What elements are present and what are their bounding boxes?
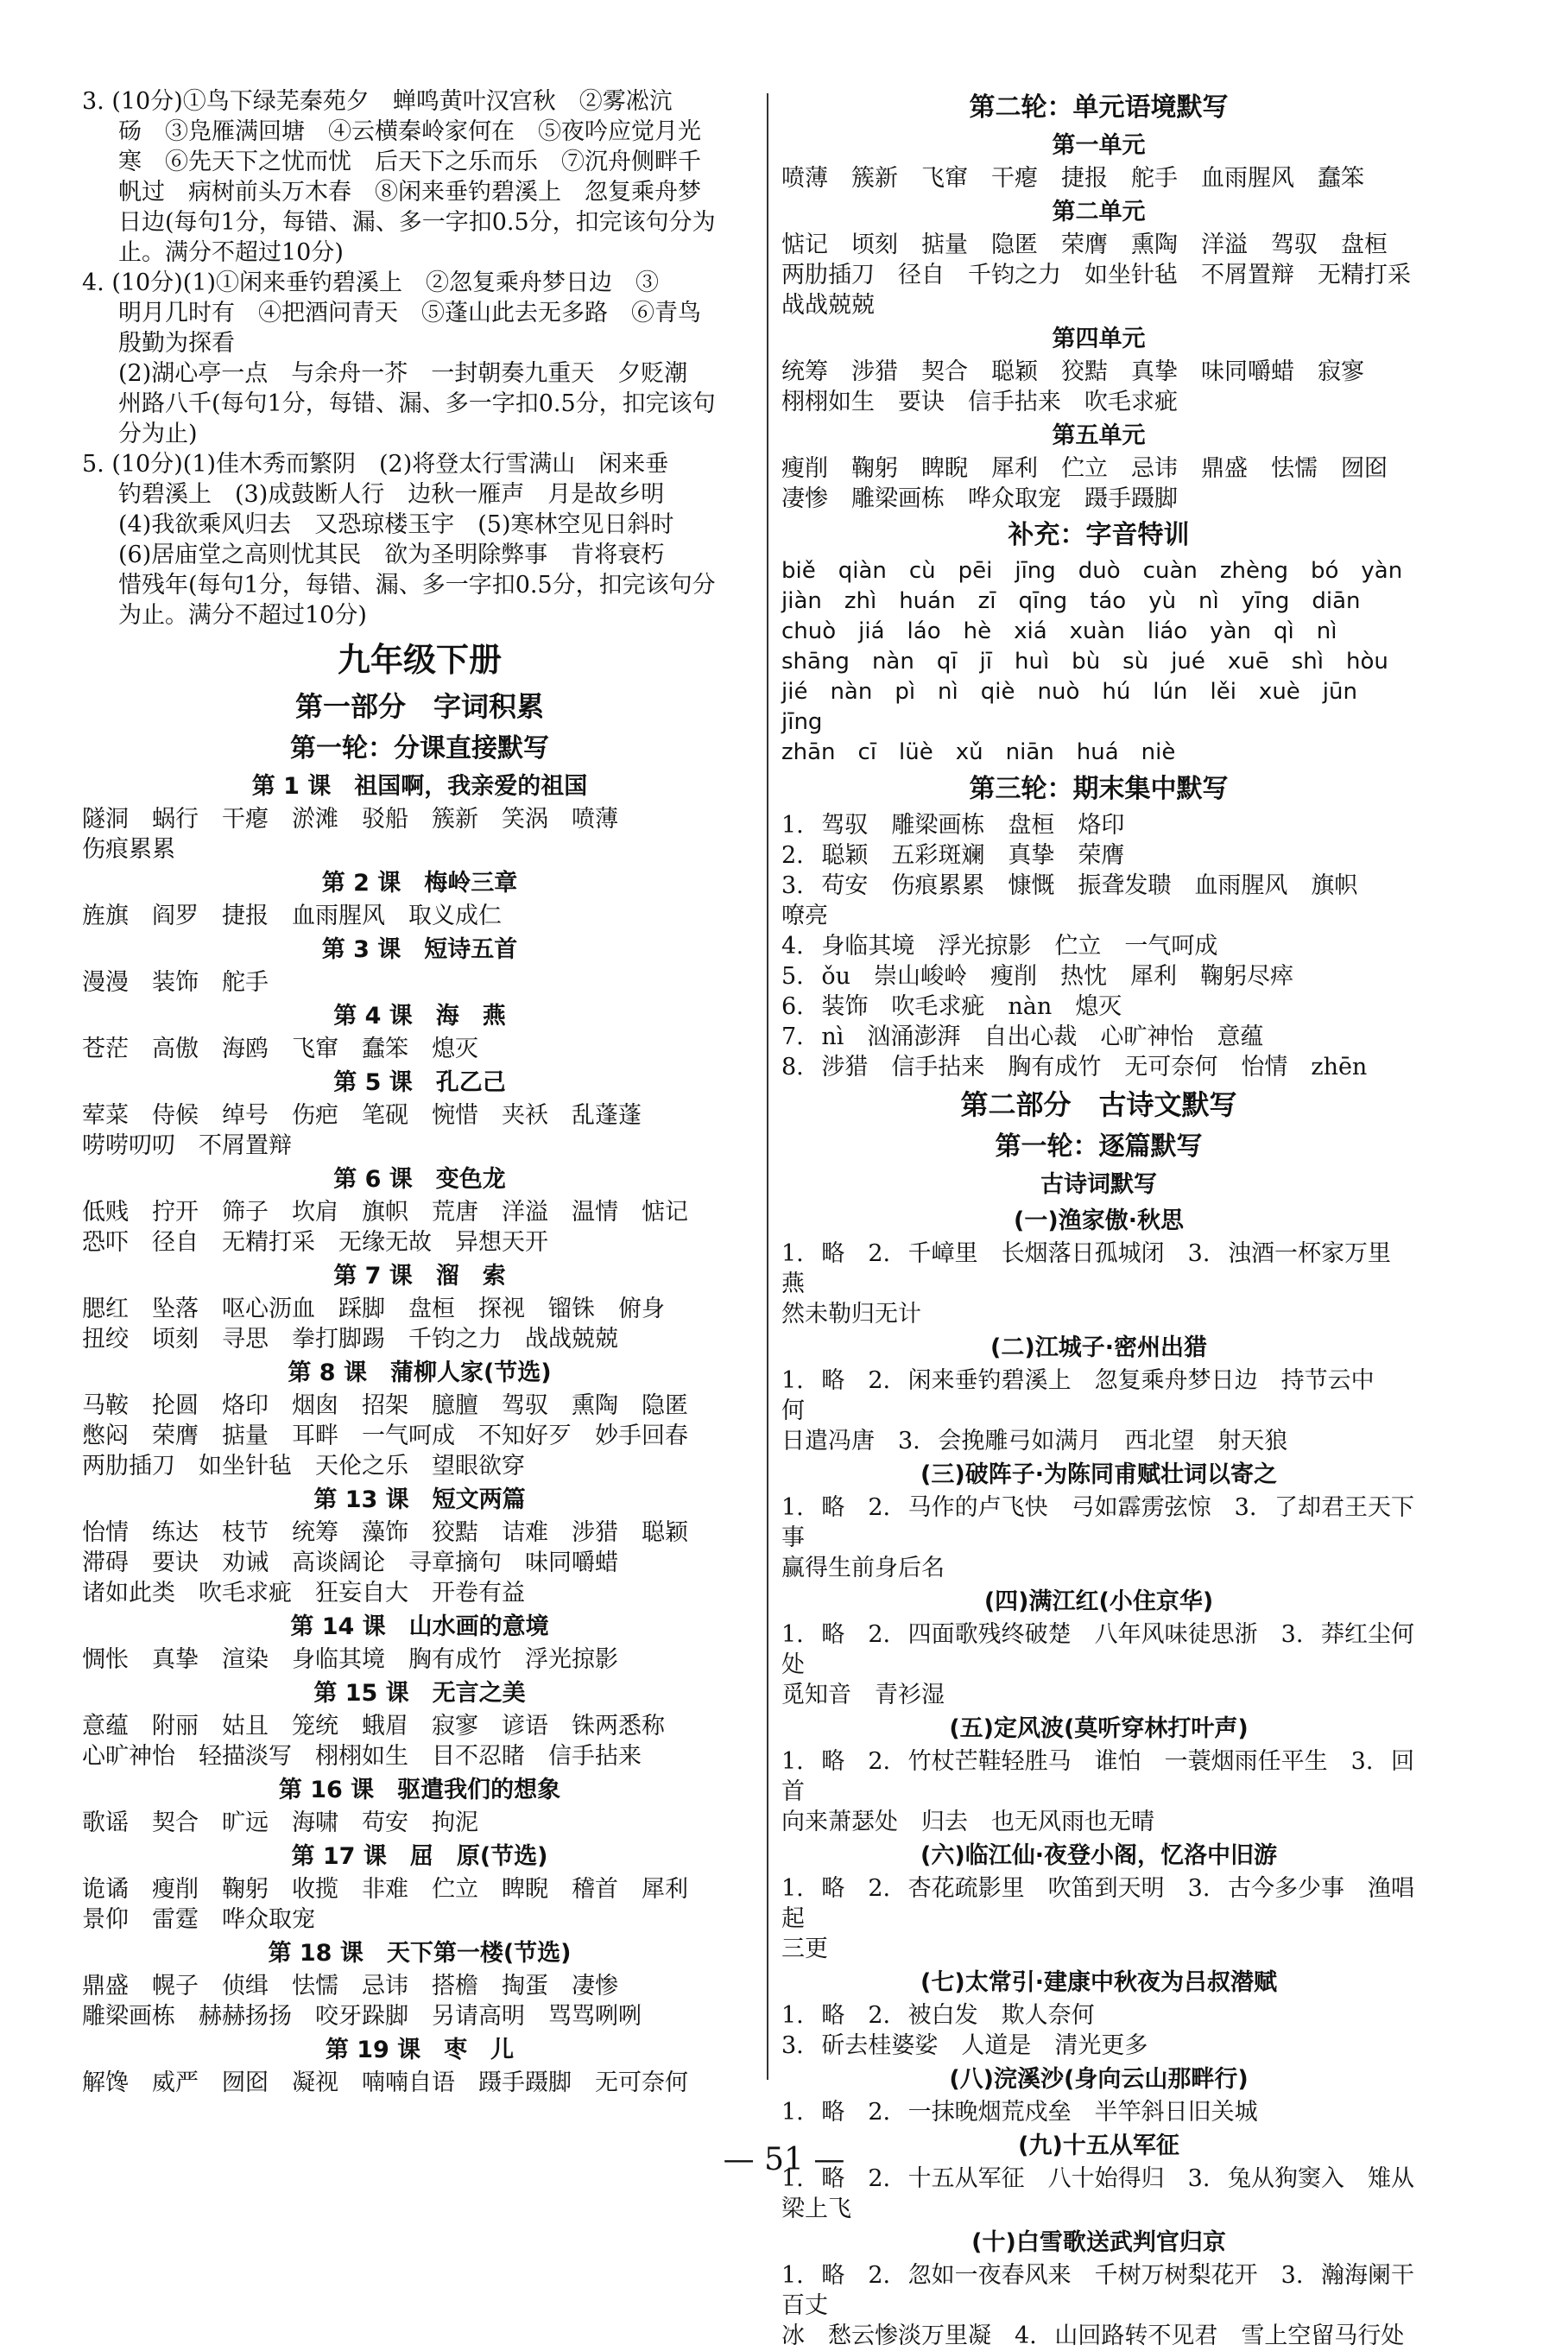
word-line: 心旷神怡 轻描淡写 栩栩如生 目不忍睹 信手拈来 <box>82 1743 642 1770</box>
left-column <box>82 86 757 2098</box>
word-line: 向来萧瑟处 归去 也无风雨也无晴 <box>781 1809 1154 1835</box>
lesson-heading: 第 18 课 天下第一楼(节选) <box>268 1940 572 1967</box>
answer-line: 明月几时有 ④把酒问青天 ⑤蓬山此去无多路 ⑥青鸟 <box>118 300 701 326</box>
word-line: 凄惨 雕梁画栋 哗众取宠 蹑手蹑脚 <box>781 485 1178 512</box>
word-line: 1. 略 2. 闲来垂钓碧溪上 忽复乘舟梦日边 持节云中 何 <box>781 1367 1398 1424</box>
answer-line: 帆过 病树前头万木春 ⑧闲来垂钓碧溪上 忽复乘舟梦 <box>118 179 701 206</box>
word-line: 惆怅 真挚 渲染 身临其境 胸有成竹 浮光掠影 <box>82 1646 618 1673</box>
word-line: 然未勒归无计 <box>781 1301 921 1328</box>
answer-line: 分为止) <box>118 421 198 447</box>
grade-title: 九年级下册 <box>337 641 502 679</box>
lesson-heading: 古诗词默写 <box>1040 1171 1157 1198</box>
word-line: 低贱 拧开 筛子 坎肩 旗帜 荒唐 洋溢 温情 惦记 <box>82 1199 688 1226</box>
lesson-heading: 第四单元 <box>1052 326 1146 352</box>
lesson-heading: 第 1 课 祖国啊，我亲爱的祖国 <box>251 773 588 800</box>
word-line: 三更 <box>781 1936 828 1962</box>
lesson-heading: 第 6 课 变色龙 <box>333 1166 506 1193</box>
answer-line: 钓碧溪上 (3)成鼓断人行 边秋一雁声 月是故乡明 <box>118 481 665 508</box>
lesson-heading: 第 16 课 驱遣我们的想象 <box>278 1777 561 1803</box>
answer-line: (6)居庙堂之高则忧其民 欲为圣明除弊事 肯将衰朽 <box>118 542 665 568</box>
word-line: 扭绞 顷刻 寻思 拳打脚踢 千钧之力 战战兢兢 <box>82 1326 618 1353</box>
lesson-heading: 第 19 课 枣 儿 <box>325 2037 515 2063</box>
word-line: 统筹 涉猎 契合 聪颖 狡黠 真挚 味同嚼蜡 寂寥 <box>781 358 1364 385</box>
lesson-heading: 第 13 课 短文两篇 <box>313 1486 526 1513</box>
lesson-heading: 第五单元 <box>1052 422 1146 449</box>
word-line: 7. nì 汹涌澎湃 自出心裁 心旷神怡 意蕴 <box>781 1023 1264 1050</box>
word-line: 诡谲 瘦削 鞠躬 收揽 非难 伫立 睥睨 稽首 犀利 <box>82 1876 688 1903</box>
lesson-heading: 第 15 课 无言之美 <box>313 1680 526 1707</box>
word-line: 栩栩如生 要诀 信手拈来 吹毛求疵 <box>781 389 1178 415</box>
word-line: 1. 略 2. 四面歌残终破楚 八年风味徒思浙 3. 莽红尘何处 <box>781 1621 1415 1678</box>
word-line: 8. 涉猎 信手拈来 胸有成竹 无可奈何 怡情 zhēn <box>781 1054 1368 1080</box>
lesson-heading: (十)白雪歌送武判官归京 <box>971 2229 1226 2256</box>
word-line: 1. 略 2. 忽如一夜春风来 千树万树梨花开 3. 瀚海阑干百丈 <box>781 2262 1415 2319</box>
word-line: 歌谣 契合 旷远 海啸 苟安 拘泥 <box>82 1809 478 1836</box>
word-line: 唠唠叨叨 不屑置辩 <box>82 1132 292 1159</box>
answer-line: (4)我欲乘风归去 又恐琼楼玉宇 (5)寒林空见日斜时 <box>118 511 674 538</box>
word-line: 漫漫 装饰 舵手 <box>82 969 269 996</box>
word-line: 2. 聪颖 五彩斑斓 真挚 荣膺 <box>781 842 1125 869</box>
lesson-heading: (一)渔家傲·秋思 <box>1014 1207 1184 1234</box>
word-line: 两肋插刀 径自 千钧之力 如坐针毡 不屑置辩 无精打采 <box>781 262 1411 288</box>
word-line: 1. 略 2. 竹杖芒鞋轻胜马 谁怕 一蓑烟雨任平生 3. 回首 <box>781 1748 1415 1805</box>
pinyin-line: jiàn zhì huán zī qīng táo yù nì yīng diān <box>781 588 1361 614</box>
word-line: 1. 略 2. 马作的卢飞快 弓如霹雳弦惊 3. 了却君王天下事 <box>781 1494 1415 1551</box>
lesson-heading: 第 14 课 山水画的意境 <box>290 1613 549 1640</box>
part-heading: 第一部分 字词积累 <box>294 690 544 723</box>
lesson-heading: (八)浣溪沙(身向云山那畔行) <box>949 2066 1249 2093</box>
word-line: 诸如此类 吹毛求疵 狂妄自大 开卷有益 <box>82 1580 525 1606</box>
answer-line: 寒 ⑥先天下之忧而忧 后天下之乐而乐 ⑦沉舟侧畔千 <box>118 149 701 175</box>
pinyin-line: jié nàn pì nì qiè nuò hú lún lěi xuè jūn jīng <box>781 679 1380 735</box>
lesson-heading: 第二单元 <box>1052 199 1146 225</box>
word-line: 1. 略 2. 被白发 欺人奈何 <box>781 2002 1095 2029</box>
word-line: 觅知音 青衫湿 <box>781 1682 945 1708</box>
word-line: 荤菜 侍候 绰号 伤疤 笔砚 惋惜 夹袄 乱蓬蓬 <box>82 1102 642 1129</box>
word-line: 马鞍 抡圆 烙印 烟囱 招架 臆膻 驾驭 熏陶 隐匿 <box>82 1392 688 1419</box>
word-line: 3. 斫去桂婆娑 人道是 清光更多 <box>781 2032 1148 2059</box>
word-line: 5. ǒu 崇山峻岭 瘦削 热忱 犀利 鞠躬尽瘁 <box>781 963 1293 990</box>
word-line: 腮红 坠落 呕心沥血 踩脚 盘桓 探视 镏铢 俯身 <box>82 1296 665 1322</box>
lesson-heading: 第 17 课 屈 原(节选) <box>291 1843 548 1870</box>
page-number: — 51 — <box>723 2142 845 2177</box>
round-heading: 第一轮：分课直接默写 <box>290 733 549 764</box>
word-line: 伤痕累累 <box>82 836 175 863</box>
pinyin-line: shāng nàn qī jī huì bù sù jué xuē shì hòu <box>781 649 1388 675</box>
word-line: 憋闷 荣膺 掂量 耳畔 一气呵成 不知好歹 妙手回春 <box>82 1423 688 1449</box>
part-heading: 第二部分 古诗文默写 <box>960 1088 1237 1121</box>
word-line: 1. 略 2. 十五从军征 八十始得归 3. 兔从狗窦入 雉从梁上飞 <box>781 2165 1415 2222</box>
column-divider <box>767 93 768 2080</box>
word-line: 景仰 雷霆 哗众取宠 <box>82 1906 315 1933</box>
lesson-heading: (四)满江红(小住京华) <box>983 1588 1214 1615</box>
word-line: 苍茫 高傲 海鸥 飞窜 蠢笨 熄灭 <box>82 1036 478 1062</box>
word-line: 怡情 练达 枝节 统筹 藻饰 狡黠 诘难 涉猎 聪颖 <box>82 1519 688 1546</box>
answer-line: 止。满分不超过10分) <box>118 239 344 266</box>
word-line: 4. 身临其境 浮光掠影 伫立 一气呵成 <box>781 933 1218 960</box>
lesson-heading: 第一单元 <box>1052 132 1146 159</box>
word-line: 两肋插刀 如坐针毡 天伦之乐 望眼欲穿 <box>82 1453 525 1480</box>
round-heading: 第一轮：逐篇默写 <box>995 1131 1203 1162</box>
lesson-heading: (六)临江仙·夜登小阁，忆洛中旧游 <box>920 1842 1277 1869</box>
word-line: 隧洞 蜗行 干瘪 淤滩 驳船 簇新 笑涡 喷薄 <box>82 806 618 833</box>
answer-line: 日边(每句1分，每错、漏、多一字扣0.5分，扣完该句分为 <box>118 209 716 236</box>
word-line: 6. 装饰 吹毛求疵 nàn 熄灭 <box>781 993 1122 1020</box>
word-line: 惦记 顷刻 掂量 隐匿 荣膺 熏陶 洋溢 驾驭 盘桓 <box>781 231 1388 258</box>
answer-line: 5. (10分)(1)佳木秀而繁阴 (2)将登太行雪满山 闲来垂 <box>82 451 669 478</box>
pinyin-line: chuò jiá láo hè xiá xuàn liáo yàn qì nì <box>781 618 1337 644</box>
lesson-heading: 第 3 课 短诗五首 <box>321 936 518 963</box>
answer-line: 3. (10分)①鸟下绿芜秦苑夕 蝉鸣黄叶汉宫秋 ②雾凇沆 <box>82 88 673 115</box>
lesson-heading: (二)江城子·密州出猎 <box>990 1334 1207 1361</box>
right-column <box>781 86 1416 2351</box>
word-line: 意蕴 附丽 姑且 笼统 蛾眉 寂寥 谚语 铢两悉称 <box>82 1713 665 1739</box>
word-line: 日遣冯唐 3. 会挽雕弓如满月 西北望 射天狼 <box>781 1428 1288 1454</box>
lesson-heading: (三)破阵子·为陈同甫赋壮词以寄之 <box>920 1461 1277 1488</box>
word-line: 赢得生前身后名 <box>781 1555 945 1581</box>
lesson-heading: 第 2 课 梅岭三章 <box>321 870 518 897</box>
answer-line: 殷勤为探看 <box>118 330 235 357</box>
lesson-heading: (九)十五从军征 <box>1018 2132 1179 2159</box>
word-line: 3. 苟安 伤痕累累 慷慨 振聋发聩 血雨腥风 旗帜 <box>781 872 1358 899</box>
answer-line: (2)湖心亭一点 与余舟一芥 一封朝奏九重天 夕贬潮 <box>118 360 688 387</box>
word-line: 战战兢兢 <box>781 292 875 319</box>
pinyin-line: biě qiàn cù pēi jīng duò cuàn zhèng bó yàn <box>781 558 1403 584</box>
word-line: 滞碍 要诀 劝诫 高谈阔论 寻章摘句 味同嚼蜡 <box>82 1549 618 1576</box>
answer-line: 为止。满分不超过10分) <box>118 602 367 629</box>
answer-line: 惜残年(每句1分，每错、漏、多一字扣0.5分，扣完该句分 <box>118 572 716 599</box>
word-line: 冰 愁云惨淡万里凝 4. 山回路转不见君 雪上空留马行处 <box>781 2322 1405 2349</box>
lesson-heading: 第 7 课 溜 索 <box>333 1263 506 1290</box>
answer-line: 砀 ③凫雁满回塘 ④云横秦岭家何在 ⑤夜吟应觉月光 <box>118 118 701 145</box>
word-line: 旌旗 阎罗 捷报 血雨腥风 取义成仁 <box>82 903 502 929</box>
word-line: 瘦削 鞠躬 睥睨 犀利 伫立 忌讳 鼎盛 怯懦 囫囵 <box>781 455 1388 482</box>
word-line: 解馋 威严 囫囵 凝视 喃喃自语 蹑手蹑脚 无可奈何 <box>82 2069 688 2096</box>
round-heading: 第二轮：单元语境默写 <box>969 92 1229 123</box>
word-line: 1. 略 2. 千嶂里 长烟落日孤城闭 3. 浊酒一杯家万里 燕 <box>781 1240 1415 1297</box>
answer-line: 州路八千(每句1分，每错、漏、多一字扣0.5分，扣完该句 <box>118 390 716 417</box>
word-line: 喷薄 簇新 飞窜 干瘪 捷报 舵手 血雨腥风 蠢笨 <box>781 165 1364 192</box>
word-line: 鼎盛 幌子 侦缉 怯懦 忌讳 搭檐 掏蛋 凄惨 <box>82 1973 618 1999</box>
word-line: 1. 驾驭 雕梁画栋 盘桓 烙印 <box>781 812 1125 839</box>
lesson-heading: 第 4 课 海 燕 <box>333 1003 506 1030</box>
lesson-heading: 第 8 课 蒲柳人家(节选) <box>288 1359 552 1386</box>
lesson-heading: (五)定风波(莫听穿林打叶声) <box>949 1715 1249 1742</box>
word-line: 嘹亮 <box>781 903 828 929</box>
word-line: 1. 略 2. 一抹晚烟荒戍垒 半竿斜日旧关城 <box>781 2099 1258 2126</box>
lesson-heading: (七)太常引·建康中秋夜为吕叔潜赋 <box>920 1969 1277 1996</box>
word-line: 雕梁画栋 赫赫扬扬 咬牙跺脚 另请高明 骂骂咧咧 <box>82 2003 642 2030</box>
round-heading: 补充：字音特训 <box>1008 520 1190 550</box>
lesson-heading: 第 5 课 孔乙己 <box>333 1069 506 1096</box>
word-line: 恐吓 径自 无精打采 无缘无故 异想天开 <box>82 1229 548 1256</box>
round-heading: 第三轮：期末集中默写 <box>969 774 1229 804</box>
pinyin-line: zhān cī lüè xǔ niān huá niè <box>781 739 1176 765</box>
answer-line: 4. (10分)(1)①闲来垂钓碧溪上 ②忽复乘舟梦日边 ③ <box>82 269 660 296</box>
word-line: 1. 略 2. 杏花疏影里 吹笛到天明 3. 古今多少事 渔唱起 <box>781 1875 1415 1932</box>
